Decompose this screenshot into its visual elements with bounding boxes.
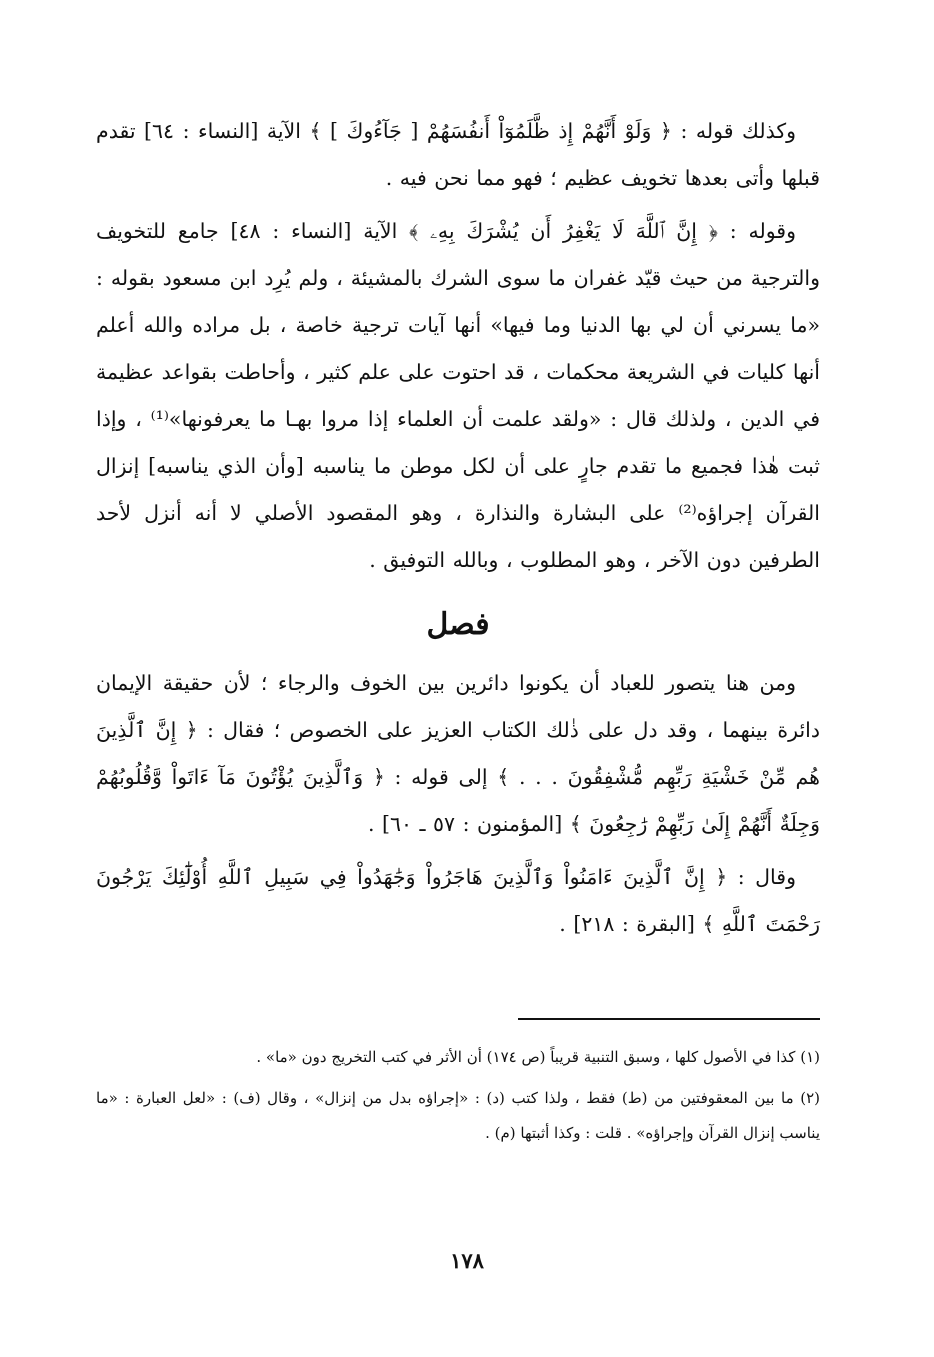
section-paragraph-2: وقال : ﴿ إِنَّ ٱلَّذِينَ ءَامَنُواْ وَٱلَّذِينَ هَاجَرُواْ وَجَٰهَدُواْ فِي سَبِيلِ ٱللَّهِ أُوْلَٰٓئِكَ يَرْجُونَ رَحْمَتَ ٱللَّهِ ﴾ [البقرة : ٢١٨] . [96, 865, 820, 936]
footnote-1: (١) كذا في الأصول كلها ، وسبق التنبية قريباً (ص ١٧٤) أن الأثر في كتب التخريج دون «ما» . [256, 1048, 820, 1066]
section-paragraph-1: ومن هنا يتصور للعباد أن يكونوا دائرين بين الخوف والرجاء ؛ لأن حقيقة الإيمان دائرة بينهما ، وقد دل على ذٰلك الكتاب العزيز على الخصوص ؛ فقال : ﴿ إِنَّ ٱلَّذِينَ هُم مِّنْ خَشْيَةِ رَبِّهِم مُّشْفِقُونَ . . . ﴾ إلى قوله : ﴿ وَٱلَّذِينَ يُؤْتُونَ مَآ ءَاتَواْ وَّقُلُوبُهُمْ وَجِلَةٌ أَنَّهُمْ إِلَىٰ رَبِّهِمْ رَٰجِعُونَ ﴾ [المؤمنون : ٥٧ ـ ٦٠] . [96, 671, 820, 836]
footnote-divider [518, 1018, 820, 1020]
page-number: ١٧٨ [450, 1248, 484, 1273]
footnote-2: (٢) ما بين المعقوفتين من (ط) فقط ، ولذا كتب (د) : «إجراؤه بدل من إنزال» ، وقال (ف) : «لعل العبارة : «ما يناسب إنزال القرآن وإجراؤه» . قلت : وكذا أثبتها (م) . [96, 1089, 820, 1142]
paragraph-1: وكذلك قوله : ﴿ وَلَوْ أَنَّهُمْ إِذ ظَّلَمُوٓاْ أَنفُسَهُمْ [ جَآءُوكَ ] ﴾ الآية [النساء : ٦٤] تقدم قبلها وأتى بعدها تخويف عظيم ؛ فهو مما نحن فيه . [96, 119, 820, 190]
section-heading: فصل [426, 607, 490, 642]
footnotes [96, 1040, 820, 1157]
paragraph-2: وقوله : ﴿ إِنَّ ٱللَّهَ لَا يَغْفِرُ أَن يُشْرَكَ بِهِۦ ﴾ الآية [النساء : ٤٨] جامع للتخويف والترجية من حيث قيّد غفران ما سوى الشرك بالمشيئة ، ولم يُرِد ابن مسعود بقوله : «ما يسرني أن لي بها الدنيا وما فيها» أنها آيات ترجية خاصة ، بل مراده والله أعلم أنها كليات في الشريعة محكمات ، قد احتوت على علم كثير ، وأحاطت بقواعد عظيمة في الدين ، ولذلك قال : «ولقد علمت أن العلماء إذا مروا بهـا ما يعرفونها»⁽¹⁾ ، وإذا ثبت هٰذا فجميع ما تقدم جارٍ على أن لكل موطن ما يناسبه [وأن الذي يناسبه] إنزال القرآن إجراؤه⁽²⁾ على البشارة والنذارة ، وهو المقصود الأصلي لا أنه أنزل لأحد الطرفين دون الآخر ، وهو المطلوب ، وبالله التوفيق . [96, 219, 820, 572]
page-body [96, 108, 820, 954]
